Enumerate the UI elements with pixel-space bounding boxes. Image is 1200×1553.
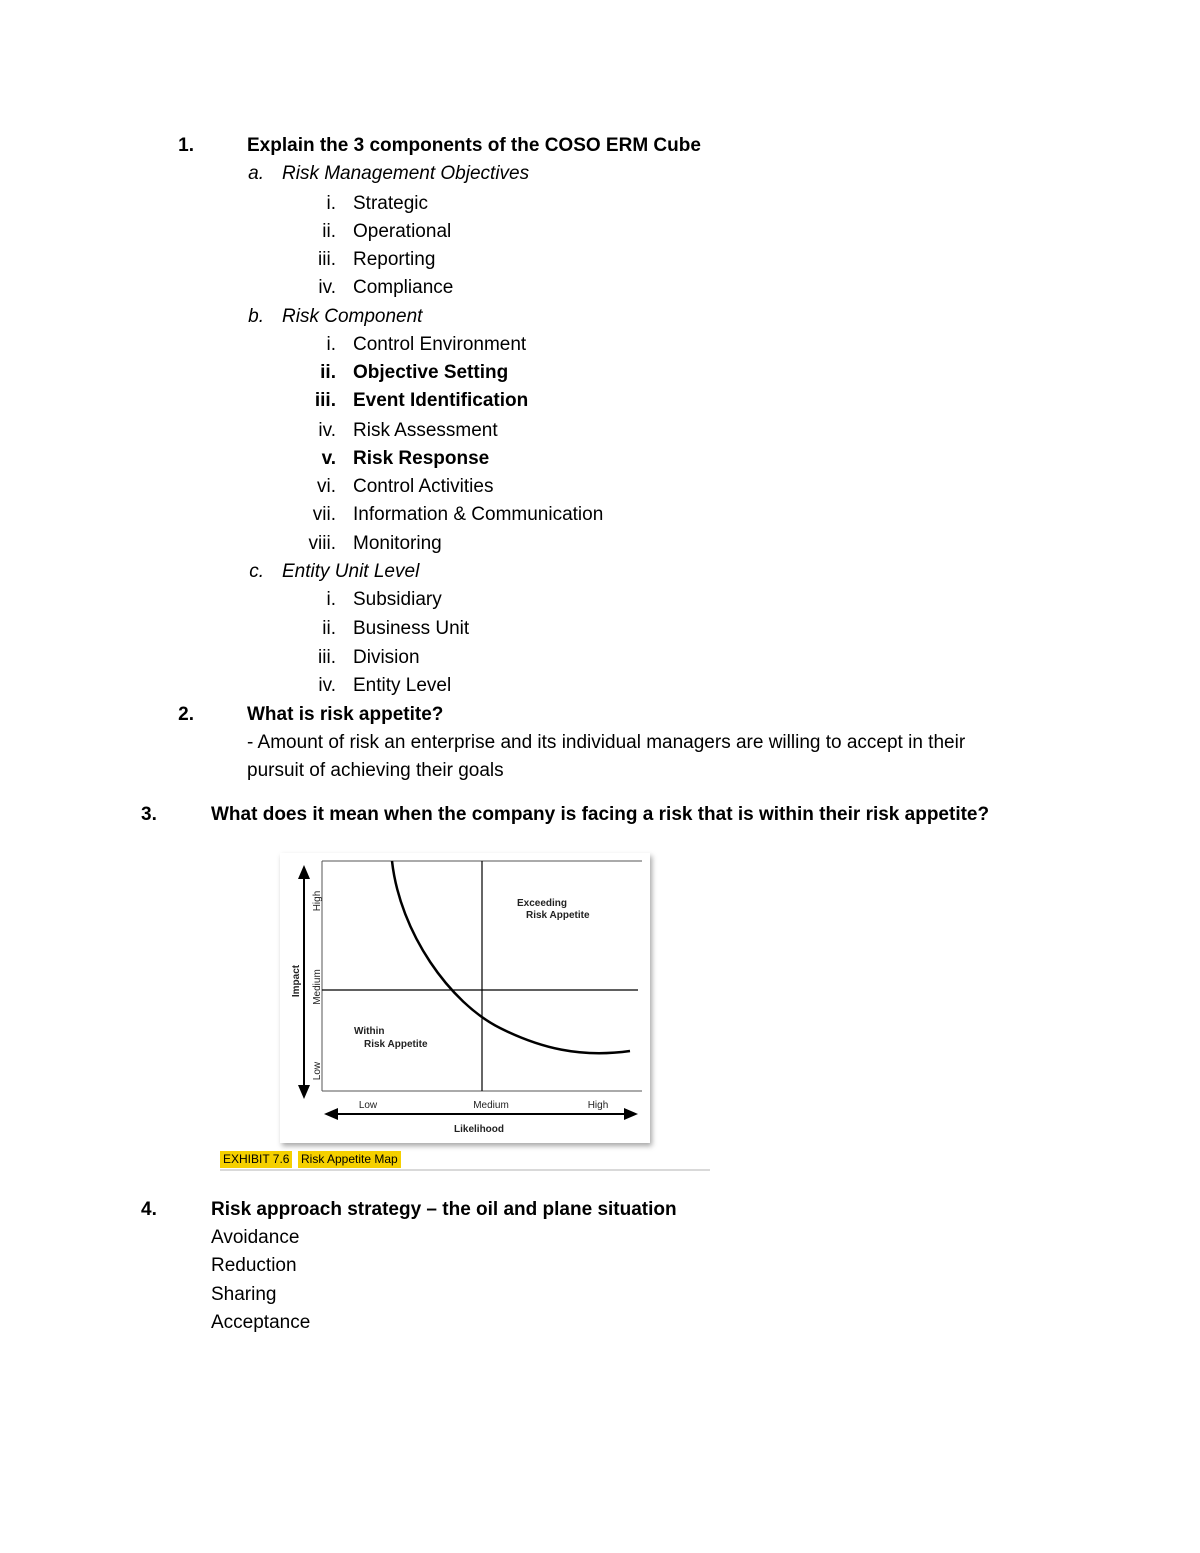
likelihood-tick-low: Low <box>358 1100 378 1111</box>
list-item: Risk Assessment <box>353 420 498 441</box>
impact-tick-low: Low <box>312 1061 323 1081</box>
strategy-item: Acceptance <box>211 1312 311 1333</box>
list-item: Event Identification <box>353 390 529 411</box>
list-item-number: iii. <box>314 390 336 411</box>
likelihood-axis-label: Likelihood <box>454 1124 504 1135</box>
q2-number: 2. <box>178 704 194 725</box>
likelihood-tick-medium: Medium <box>473 1100 509 1111</box>
within-label-line2: Risk Appetite <box>364 1039 428 1050</box>
list-item: Division <box>353 647 420 668</box>
list-item-number: v. <box>321 448 336 469</box>
list-item: Control Environment <box>353 334 527 355</box>
within-label-line1: Within <box>354 1026 385 1037</box>
list-item-number: ii. <box>322 221 336 242</box>
likelihood-tick-high: High <box>587 1100 609 1111</box>
q1-number: 1. <box>178 135 194 156</box>
list-item: Compliance <box>353 277 454 298</box>
caption-rule <box>220 1169 710 1171</box>
list-item-number: iv. <box>318 277 336 298</box>
q2-title: What is risk appetite? <box>247 704 444 725</box>
list-item: Control Activities <box>353 476 494 497</box>
q4-title: Risk approach strategy – the oil and plane situation <box>211 1199 677 1220</box>
list-item-number: i. <box>326 589 336 610</box>
strategy-item: Avoidance <box>211 1227 300 1248</box>
q3-title: What does it mean when the company is facing a risk that is within their risk appetite? <box>211 804 990 825</box>
list-item: Monitoring <box>353 533 442 554</box>
risk-appetite-map-svg <box>280 853 650 1143</box>
section-c-letter: c. <box>249 561 264 582</box>
q1-title: Explain the 3 components of the COSO ERM Cube <box>247 135 701 156</box>
exceeding-label-line1: Exceeding <box>517 898 568 909</box>
list-item: Operational <box>353 221 452 242</box>
caption-title: Risk Appetite Map <box>298 1151 401 1168</box>
list-item: Entity Level <box>353 675 452 696</box>
list-item-number: vii. <box>312 504 336 525</box>
strategy-item: Sharing <box>211 1284 277 1305</box>
list-item-number: ii. <box>322 618 336 639</box>
list-item-number: ii. <box>320 362 336 383</box>
impact-tick-medium: Medium <box>312 969 323 1005</box>
q2-answer-line-1: - Amount of risk an enterprise and its individual managers are willing to accept in their <box>247 732 966 753</box>
list-item: Business Unit <box>353 618 470 639</box>
exceeding-label-line2: Risk Appetite <box>526 910 590 921</box>
q3-number: 3. <box>141 804 157 825</box>
list-item-number: i. <box>326 334 336 355</box>
section-a-label: Risk Management Objectives <box>282 163 530 184</box>
list-item-number: vi. <box>317 476 336 497</box>
list-item: Information & Communication <box>353 504 604 525</box>
section-b-label: Risk Component <box>282 306 423 327</box>
list-item-number: iii. <box>318 249 336 270</box>
strategy-item: Reduction <box>211 1255 297 1276</box>
risk-appetite-curve <box>392 861 630 1053</box>
list-item: Risk Response <box>353 448 490 469</box>
list-item: Subsidiary <box>353 589 442 610</box>
caption-exhibit-number: EXHIBIT 7.6 <box>220 1151 292 1168</box>
impact-tick-high: High <box>312 890 323 912</box>
impact-axis-label: Impact <box>291 964 302 998</box>
list-item-number: iv. <box>318 675 336 696</box>
list-item-number: iv. <box>318 420 336 441</box>
q4-number: 4. <box>141 1199 157 1220</box>
section-c-label: Entity Unit Level <box>282 561 420 582</box>
list-item: Objective Setting <box>353 362 509 383</box>
section-b-letter: b. <box>248 306 264 327</box>
list-item-number: iii. <box>318 647 336 668</box>
list-item: Reporting <box>353 249 436 270</box>
risk-appetite-map <box>280 853 650 1143</box>
q2-answer-line-2: pursuit of achieving their goals <box>247 760 504 781</box>
section-a-letter: a. <box>248 163 264 184</box>
list-item-number: i. <box>326 193 336 214</box>
list-item: Strategic <box>353 193 428 214</box>
list-item-number: viii. <box>308 533 336 554</box>
